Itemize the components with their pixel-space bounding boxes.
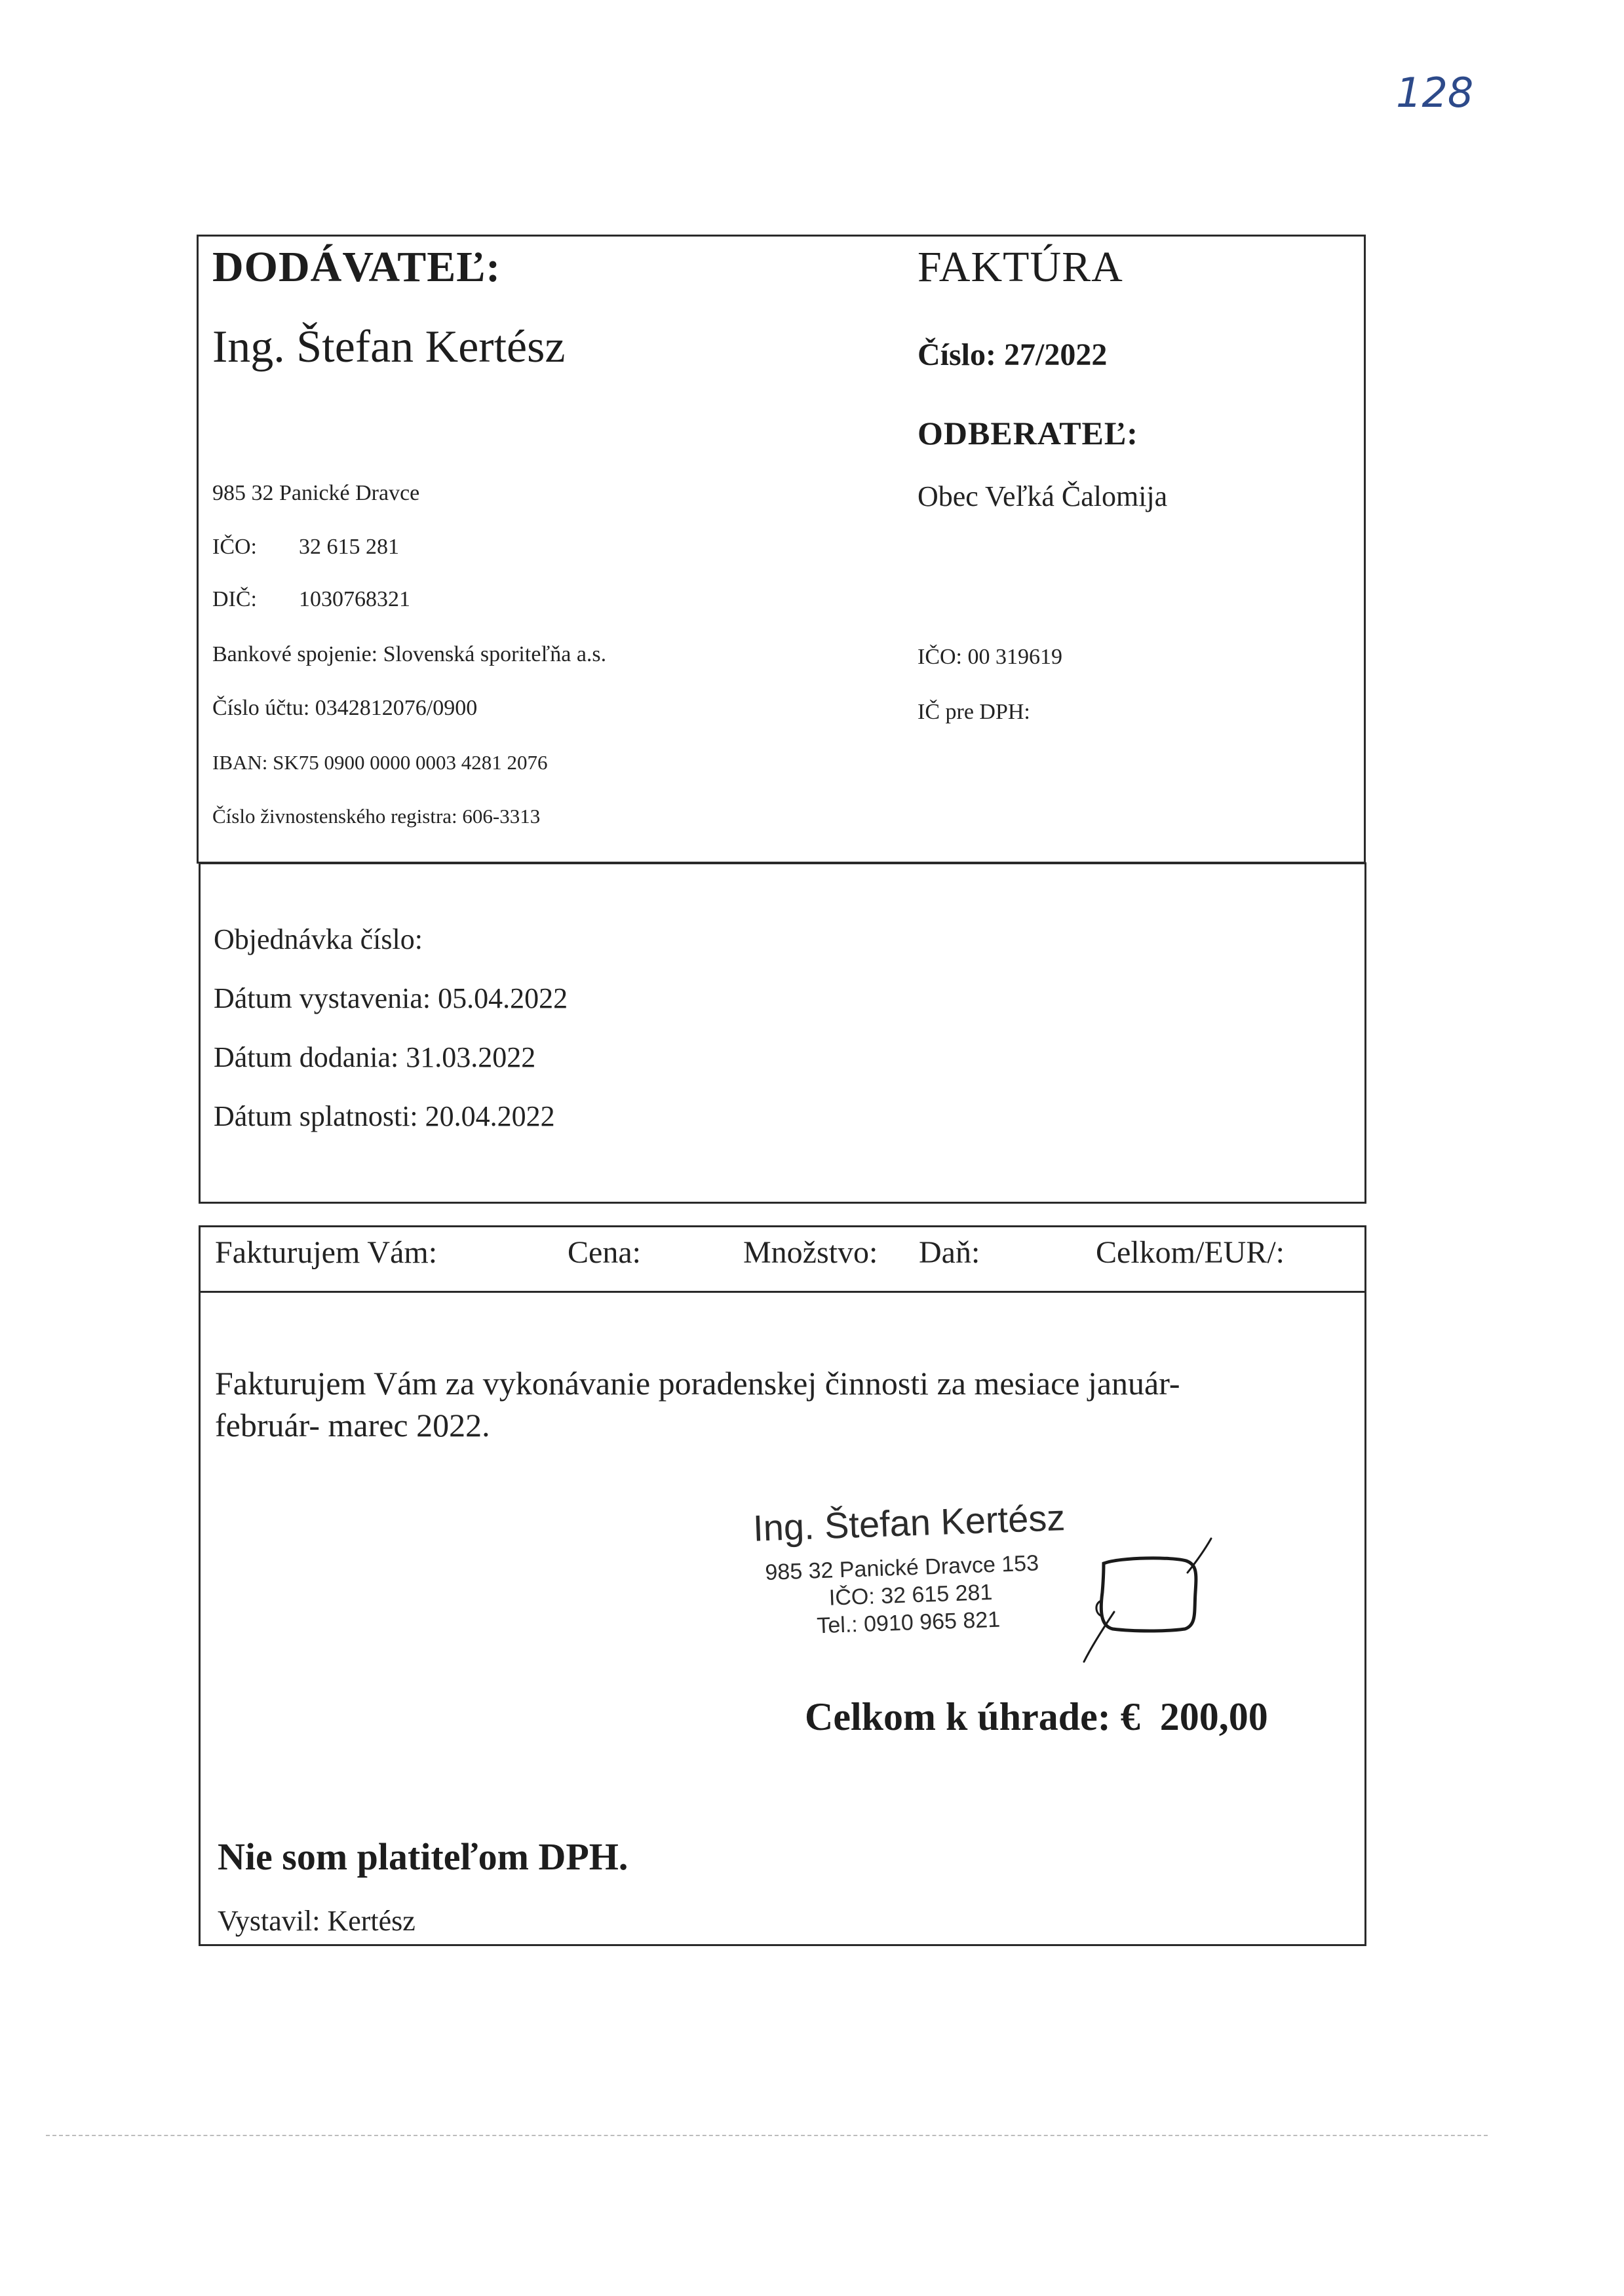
header-total: Celkom/EUR/: (1096, 1235, 1285, 1270)
company-stamp (747, 1495, 1092, 1651)
customer-ic-dph: IČ pre DPH: (918, 700, 1030, 724)
scan-line (46, 2135, 1488, 2136)
invoice-number: Číslo: 27/2022 (918, 337, 1108, 372)
due-date: Dátum splatnosti: 20.04.2022 (214, 1100, 555, 1132)
supplier-account: Číslo účtu: 0342812076/0900 (212, 696, 478, 720)
issue-date: Dátum vystavenia: 05.04.2022 (214, 982, 568, 1014)
order-number: Objednávka číslo: (214, 923, 423, 955)
header-tax: Daň: (919, 1235, 980, 1270)
stamp-name: Ing. Štefan Kertész (752, 1497, 1066, 1549)
supplier-bank: Bankové spojenie: Slovenská sporiteľňa a.s. (212, 642, 607, 666)
header-quantity: Množstvo: (743, 1235, 878, 1270)
issued-by: Vystavil: Kertész (218, 1905, 416, 1937)
supplier-address: 985 32 Panické Dravce (212, 481, 420, 505)
table-header-divider (199, 1291, 1366, 1293)
customer-heading: ODBERATEĽ: (918, 415, 1138, 451)
supplier-dic-value: 1030768321 (299, 587, 410, 611)
delivery-date: Dátum dodania: 31.03.2022 (214, 1041, 536, 1073)
page-number: 128 (1396, 69, 1474, 117)
stamp-address: 985 32 Panické Dravce 153 (764, 1550, 1039, 1586)
supplier-iban: IBAN: SK75 0900 0000 0003 4281 2076 (212, 751, 548, 774)
vat-note: Nie som platiteľom DPH. (218, 1835, 628, 1878)
header-price: Cena: (568, 1235, 641, 1270)
signature (1075, 1533, 1232, 1664)
stamp-ico: IČO: 32 615 281 (828, 1580, 993, 1611)
invoice-title: FAKTÚRA (918, 243, 1123, 291)
stamp-tel: Tel.: 0910 965 821 (816, 1607, 1001, 1639)
description-line-1: Fakturujem Vám za vykonávanie poradenskej činnosti za mesiace január- (215, 1365, 1180, 1402)
dates-box (199, 862, 1366, 1204)
customer-name: Obec Veľká Čalomija (918, 480, 1168, 512)
customer-ico: IČO: 00 319619 (918, 645, 1062, 669)
supplier-ico-value: 32 615 281 (299, 535, 399, 559)
supplier-name: Ing. Štefan Kertész (212, 322, 566, 372)
description-line-2: február- marec 2022. (215, 1407, 490, 1444)
supplier-heading: DODÁVATEĽ: (212, 243, 501, 291)
header-description: Fakturujem Vám: (215, 1235, 438, 1270)
supplier-ico-label: IČO: (212, 535, 257, 559)
total-amount: Celkom k úhrade: € 200,00 (805, 1695, 1268, 1738)
supplier-trade-register: Číslo živnostenského registra: 606-3313 (212, 805, 541, 828)
supplier-dic-label: DIČ: (212, 587, 257, 611)
